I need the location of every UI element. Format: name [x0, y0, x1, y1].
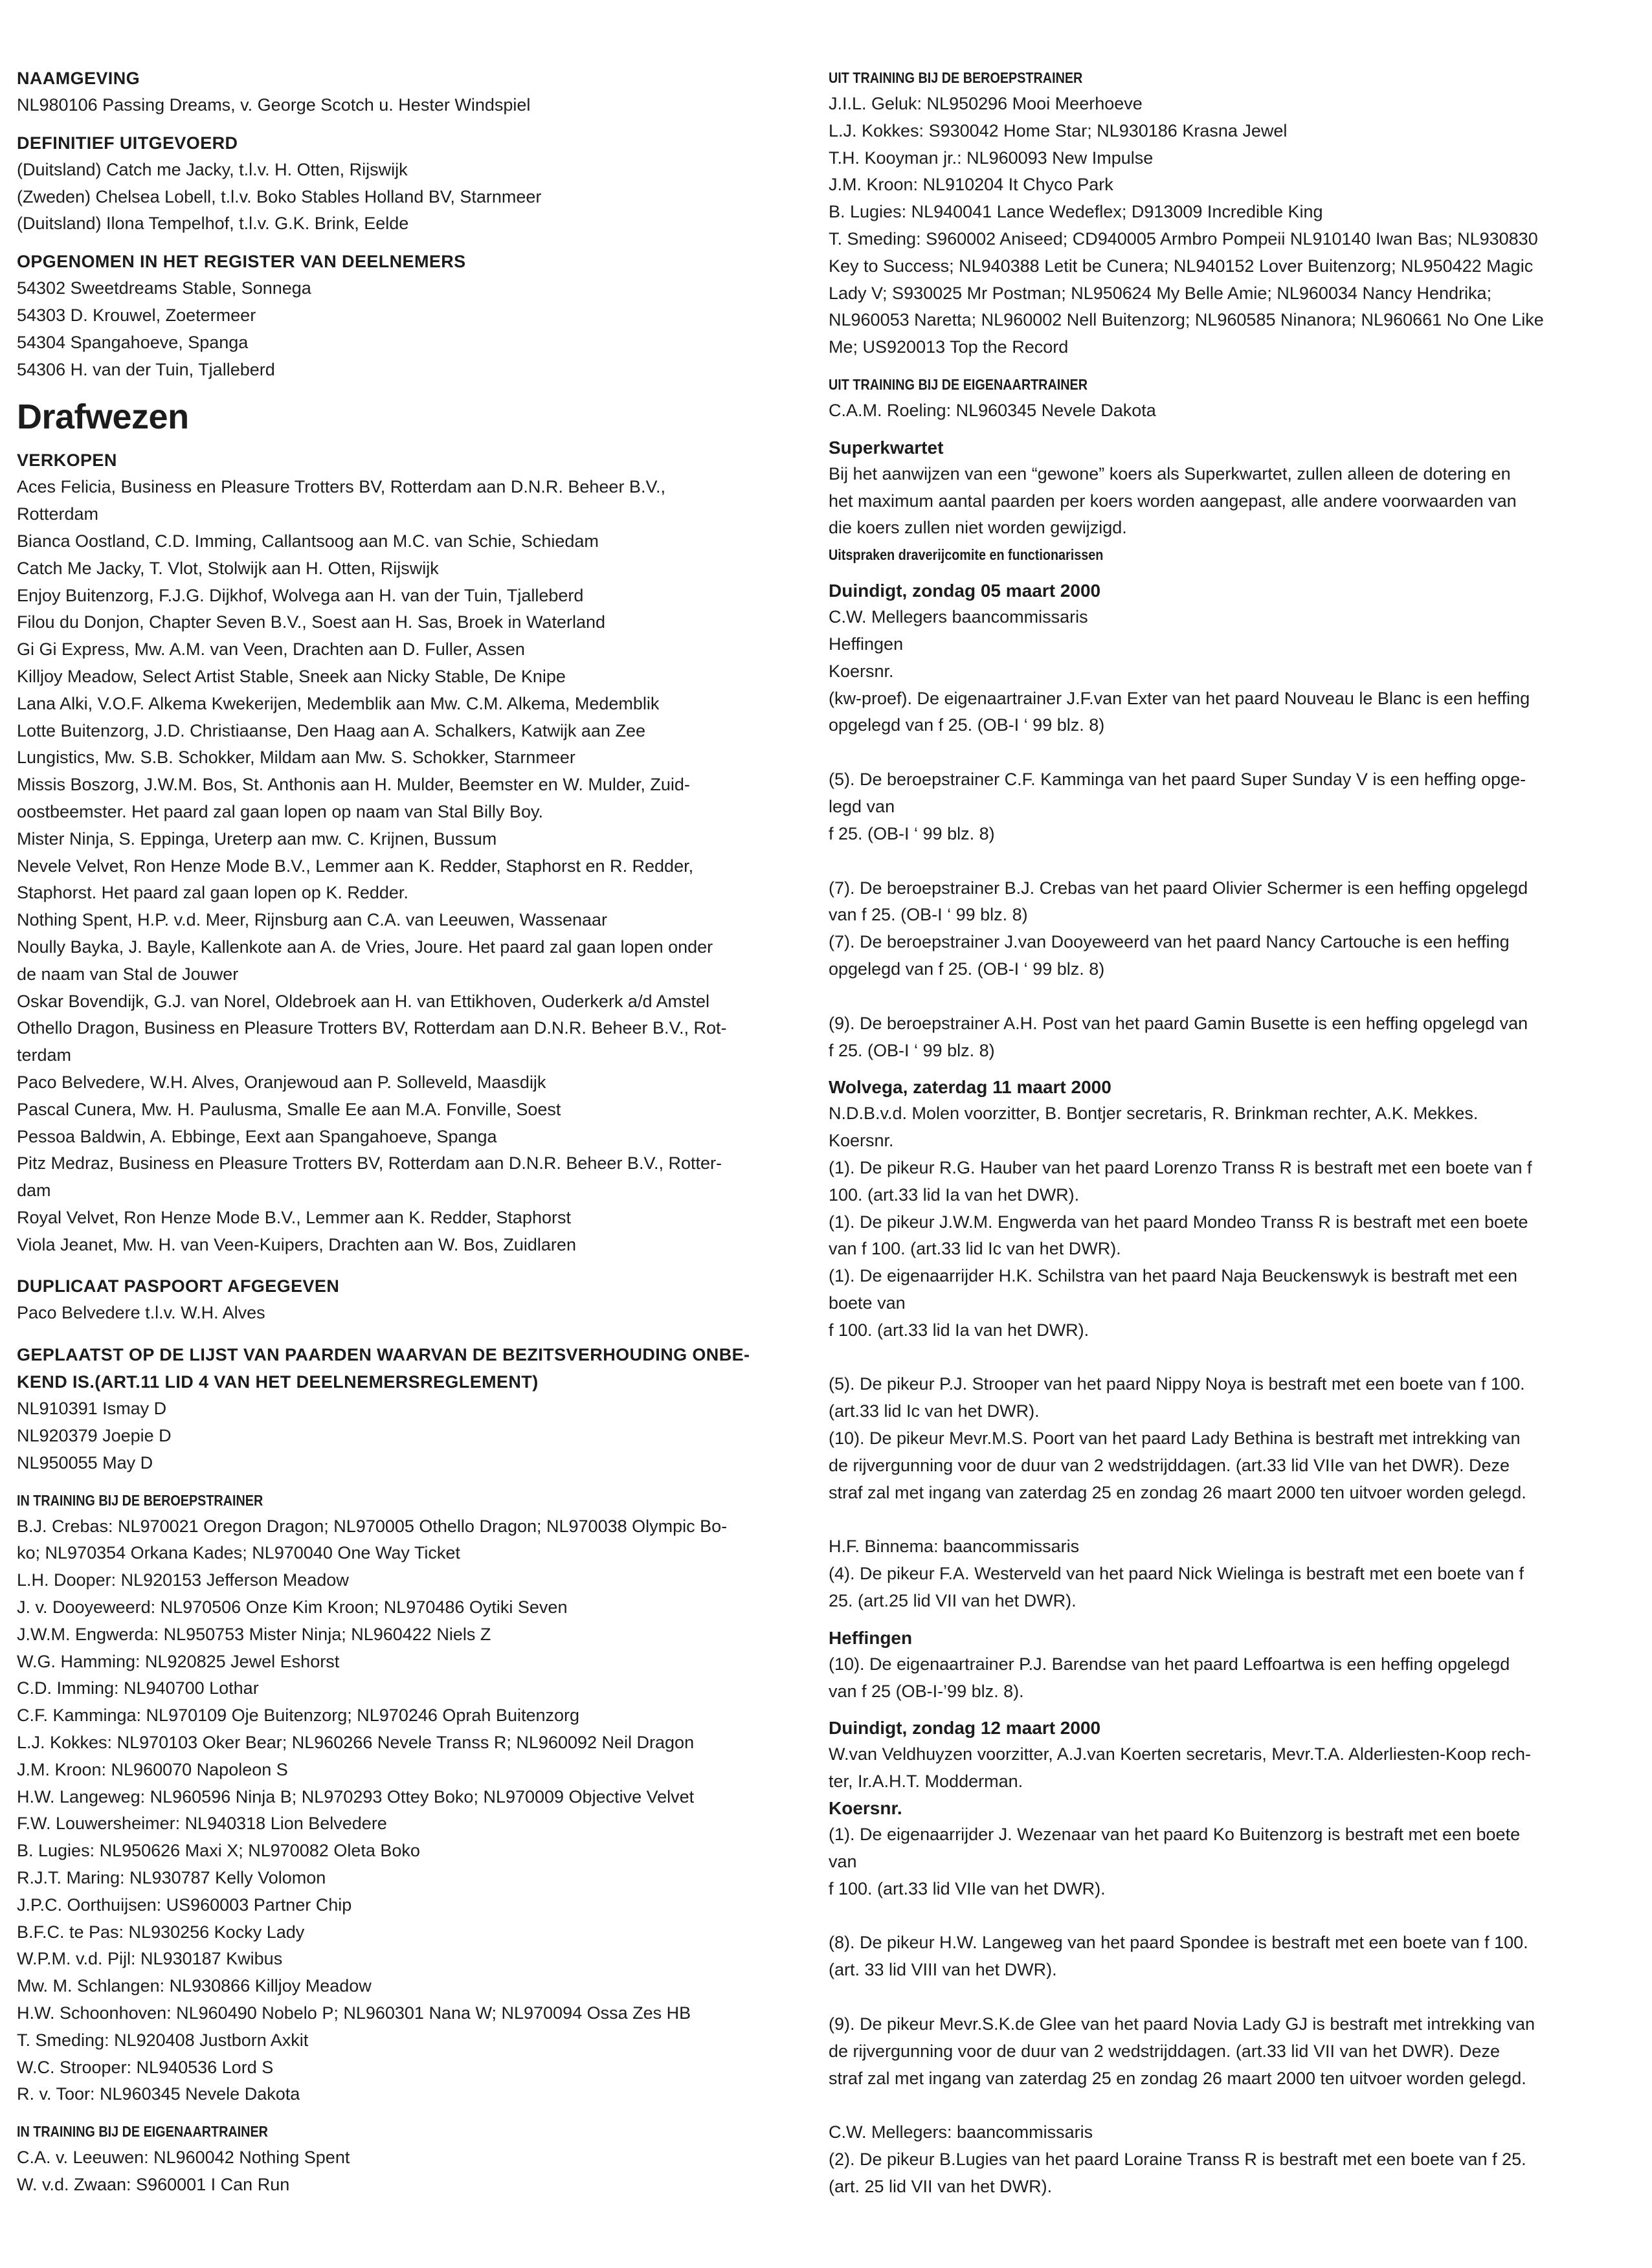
text-line: van f 100. (art.33 lid Ic van het DWR).	[829, 1239, 1121, 1259]
text-line: (Duitsland) Ilona Tempelhof, t.l.v. G.K. Brink, Eelde	[17, 214, 409, 234]
spacer	[17, 2108, 808, 2118]
section-heading: OPGENOMEN IN HET REGISTER VAN DEELNEMERS	[17, 252, 466, 272]
text-line: oostbeemster. Het paard zal gaan lopen op naam van Stal Billy Boy.	[17, 801, 543, 821]
text-line: straf zal met ingang van zaterdag 25 en zondag 26 maart 2000 ten uitvoer worden gelegd.	[829, 1482, 1526, 1502]
text-line: (1). De eigenaarrijder J. Wezenaar van het paard Ko Buitenzorg is bestraft met een boete	[829, 1825, 1521, 1845]
text-line: J. v. Dooyeweerd: NL970506 Onze Kim Kroon; NL970486 Oytiki Seven	[17, 1597, 568, 1618]
text-line: van f 25. (OB-I ‘ 99 blz. 8)	[829, 905, 1028, 925]
text-line: (2). De pikeur B.Lugies van het paard Loraine Transs R is bestraft met een boete van f 25.	[829, 2150, 1526, 2170]
text-line: Bianca Oostland, C.D. Imming, Callantsoog aan M.C. van Schie, Schiedam	[17, 531, 599, 551]
text-line: L.J. Kokkes: NL970103 Oker Bear; NL960266 Nevele Transs R; NL960092 Neil Dragon	[17, 1733, 695, 1753]
text-line: Missis Boszorg, J.W.M. Bos, St. Anthonis aan H. Mulder, Beemster en W. Mulder, Zuid-	[17, 775, 690, 795]
section-heading: GEPLAATST OP DE LIJST VAN PAARDEN WAARVAN DE BEZITSVERHOUDING ONBE-	[17, 1345, 750, 1365]
text-line: 100. (art.33 lid Ia van het DWR).	[829, 1184, 1080, 1205]
text-line: Staphorst. Het paard zal gaan lopen op K. Redder.	[17, 883, 408, 903]
text-line: Key to Success; NL940388 Letit be Cunera; NL940152 Lover Buitenzorg; NL950422 Magic	[829, 256, 1534, 276]
text-line: straf zal met ingang van zaterdag 25 en zondag 26 maart 2000 ten uitvoer worden gelegd.	[829, 2068, 1526, 2088]
text-line: Catch Me Jacky, T. Vlot, Stolwijk aan H. Otten, Rijswijk	[17, 558, 439, 578]
text-line: (art. 33 lid VIII van het DWR).	[829, 1960, 1057, 1980]
subheading: Heffingen	[829, 1627, 913, 1648]
text-line: die koers zullen niet worden gewijzigd.	[829, 518, 1127, 538]
text-line: Lana Alki, V.O.F. Alkema Kwekerijen, Medemblik aan Mw. C.M. Alkema, Medemblik	[17, 693, 660, 713]
text-line: Aces Felicia, Business en Pleasure Trotters BV, Rotterdam aan D.N.R. Beheer B.V.,	[17, 477, 665, 497]
text-line: boete van	[829, 1293, 906, 1313]
text-line: C.F. Kamminga: NL970109 Oje Buitenzorg; NL970246 Oprah Buitenzorg	[17, 1706, 580, 1726]
spacer	[17, 1477, 808, 1487]
spacer	[829, 1902, 1633, 1929]
text-line: Royal Velvet, Ron Henze Mode B.V., Lemmer aan K. Redder, Staphorst	[17, 1207, 571, 1227]
text-line: f 25. (OB-I ‘ 99 blz. 8)	[829, 1040, 995, 1060]
text-line: Mister Ninja, S. Eppinga, Ureterp aan mw. C. Krijnen, Bussum	[17, 828, 497, 849]
text-line: Gi Gi Express, Mw. A.M. van Veen, Drachten aan D. Fuller, Assen	[17, 639, 525, 660]
subsection-heading: Uitspraken draverijcomite en functionarissen	[829, 546, 1104, 564]
text-line: Nothing Spent, H.P. v.d. Meer, Rijnsburg aan C.A. van Leeuwen, Wassenaar	[17, 910, 608, 930]
text-line: Filou du Donjon, Chapter Seven B.V., Soest aan H. Sas, Broek in Waterland	[17, 612, 606, 632]
text-line: de rijvergunning voor de duur van 2 wedstrijddagen. (art.33 lid VII van het DWR). Deze	[829, 2041, 1501, 2061]
spacer	[829, 568, 1633, 578]
text-line: NL980106 Passing Dreams, v. George Scotch u. Hester Windspiel	[17, 95, 531, 115]
spacer	[17, 1327, 808, 1341]
text-line: J.P.C. Oorthuijsen: US960003 Partner Chip	[17, 1895, 352, 1915]
text-line: H.W. Langeweg: NL960596 Ninja B; NL970293 Ottey Boko; NL970009 Objective Velvet	[17, 1786, 695, 1807]
text-line: NL910391 Ismay D	[17, 1399, 167, 1419]
text-line: C.A.M. Roeling: NL960345 Nevele Dakota	[829, 400, 1156, 420]
text-line: J.M. Kroon: NL910204 It Chyco Park	[829, 175, 1113, 195]
text-line: ter, Ir.A.H.T. Modderman.	[829, 1772, 1023, 1792]
spacer	[829, 739, 1633, 766]
subheading: Duindigt, zondag 05 maart 2000	[829, 581, 1101, 601]
text-line: Killjoy Meadow, Select Artist Stable, Sneek aan Nicky Stable, De Knipe	[17, 666, 566, 686]
text-line: W.P.M. v.d. Pijl: NL930187 Kwibus	[17, 1949, 283, 1969]
text-line: (7). De beroepstrainer J.van Dooyeweerd van het paard Nancy Cartouche is een heffing	[829, 932, 1510, 952]
text-line: Pessoa Baldwin, A. Ebbinge, Eext aan Spangahoeve, Spanga	[17, 1126, 497, 1146]
page-title: Drafwezen	[17, 397, 189, 437]
section-heading: NAAMGEVING	[17, 69, 140, 88]
text-line: (7). De beroepstrainer B.J. Crebas van het paard Olivier Schermer is een heffing opgelegd	[829, 878, 1528, 898]
spacer	[17, 238, 808, 248]
spacer	[829, 1506, 1633, 1533]
text-line: (5). De pikeur P.J. Strooper van het paard Nippy Noya is bestraft met een boete van f 100.	[829, 1374, 1525, 1394]
text-line: (1). De pikeur J.W.M. Engwerda van het paard Mondeo Transs R is bestraft met een boete	[829, 1212, 1528, 1232]
text-line: T. Smeding: S960002 Aniseed; CD940005 Armbro Pompeii NL910140 Iwan Bas; NL930830	[829, 228, 1538, 249]
text-line: C.W. Mellegers: baancommissaris	[829, 2122, 1093, 2142]
text-line: opgelegd van f 25. (OB-I ‘ 99 blz. 8)	[829, 959, 1105, 979]
text-line: Rotterdam	[17, 504, 99, 524]
text-line: Enjoy Buitenzorg, F.J.G. Dijkhof, Wolvega aan H. van der Tuin, Tjalleberd	[17, 585, 584, 605]
text-line: Lady V; S930025 Mr Postman; NL950624 My Belle Amie; NL960034 Nancy Hendrika;	[829, 283, 1492, 303]
text-line: Koersnr.	[829, 661, 894, 681]
text-line: Oskar Bovendijk, G.J. van Norel, Oldebroek aan H. van Ettikhoven, Ouderkerk a/d Amstel	[17, 991, 709, 1011]
text-line: Paco Belvedere t.l.v. W.H. Alves	[17, 1303, 265, 1323]
subsection-heading: IN TRAINING BIJ DE BEROEPSTRAINER	[17, 1491, 263, 1509]
spacer	[829, 425, 1633, 435]
text-line: de rijvergunning voor de duur van 2 wedstrijddagen. (art.33 lid VIIe van het DWR). Deze	[829, 1455, 1510, 1475]
text-line: (1). De eigenaarrijder H.K. Schilstra van het paard Naja Beuckenswyk is bestraft met een	[829, 1266, 1517, 1286]
text-line: het maximum aantal paarden per koers worden aangepast, alle andere voorwaarden van	[829, 491, 1517, 511]
text-line: Paco Belvedere, W.H. Alves, Oranjewoud aan P. Solleveld, Maasdijk	[17, 1072, 546, 1092]
text-line: f 100. (art.33 lid Ia van het DWR).	[829, 1320, 1089, 1340]
text-line: opgelegd van f 25. (OB-I ‘ 99 blz. 8)	[829, 715, 1105, 735]
spacer	[829, 1984, 1633, 2011]
text-line: 54302 Sweetdreams Stable, Sonnega	[17, 278, 311, 298]
text-line: Lungistics, Mw. S.B. Schokker, Mildam aan Mw. S. Schokker, Starnmeer	[17, 748, 575, 768]
text-line: N.D.B.v.d. Molen voorzitter, B. Bontjer secretaris, R. Brinkman rechter, A.K. Mekkes.	[829, 1104, 1479, 1124]
text-line: NL960053 Naretta; NL960002 Nell Buitenzorg; NL960585 Ninanora; NL960661 No One Like	[829, 310, 1544, 330]
text-line: f 25. (OB-I ‘ 99 blz. 8)	[829, 823, 995, 843]
spacer	[829, 2092, 1633, 2119]
text-line: (8). De pikeur H.W. Langeweg van het paard Spondee is bestraft met een boete van f 100.	[829, 1933, 1528, 1953]
text-line: (kw-proef). De eigenaartrainer J.F.van Exter van het paard Nouveau le Blanc is een heffing	[829, 688, 1530, 708]
text-line: T. Smeding: NL920408 Justborn Axkit	[17, 2030, 309, 2050]
text-line: Noully Bayka, J. Bayle, Kallenkote aan A. de Vries, Joure. Het paard zal gaan lopen onder	[17, 937, 713, 957]
section-heading: DUPLICAAT PASPOORT AFGEGEVEN	[17, 1276, 340, 1296]
spacer	[829, 1064, 1633, 1074]
text-line: (Zweden) Chelsea Lobell, t.l.v. Boko Stables Holland BV, Starnmeer	[17, 186, 542, 206]
subsection-heading: UIT TRAINING BIJ DE BEROEPSTRAINER	[829, 69, 1083, 86]
text-line: Bij het aanwijzen van een “gewone” koers als Superkwartet, zullen alleen de dotering en	[829, 463, 1511, 484]
section-heading: DEFINITIEF UITGEVOERD	[17, 133, 238, 153]
text-line: Othello Dragon, Business en Pleasure Trotters BV, Rotterdam aan D.N.R. Beheer B.V., Rot-	[17, 1018, 727, 1038]
spacer	[829, 983, 1633, 1010]
text-line: J.I.L. Geluk: NL950296 Mooi Meerhoeve	[829, 94, 1143, 113]
text-line: Heffingen	[829, 634, 904, 654]
section-heading: KEND IS.(ART.11 LID 4 VAN HET DEELNEMERSREGLEMENT)	[17, 1372, 539, 1392]
text-line: H.W. Schoonhoven: NL960490 Nobelo P; NL960301 Nana W; NL970094 Ossa Zes HB	[17, 2003, 691, 2023]
left-column	[17, 65, 808, 2199]
text-line: terdam	[17, 1045, 72, 1065]
text-line: W.C. Strooper: NL940536 Lord S	[17, 2057, 274, 2077]
text-line: 54304 Spangahoeve, Spanga	[17, 332, 249, 352]
text-line: Lotte Buitenzorg, J.D. Christiaanse, Den Haag aan A. Schalkers, Katwijk aan Zee	[17, 720, 646, 740]
text-line: dam	[17, 1181, 51, 1201]
text-line: R. v. Toor: NL960345 Nevele Dakota	[17, 2084, 300, 2104]
text-line: Nevele Velvet, Ron Henze Mode B.V., Lemmer aan K. Redder, Staphorst en R. Redder,	[17, 856, 694, 876]
text-line: J.M. Kroon: NL960070 Napoleon S	[17, 1759, 288, 1779]
text-line: NL920379 Joepie D	[17, 1426, 172, 1446]
text-line: B. Lugies: NL950626 Maxi X; NL970082 Oleta Boko	[17, 1841, 420, 1861]
text-line: T.H. Kooyman jr.: NL960093 New Impulse	[829, 148, 1154, 168]
text-line: H.F. Binnema: baancommissaris	[829, 1537, 1080, 1557]
text-line: 54303 D. Krouwel, Zoetermeer	[17, 305, 256, 325]
text-line: ko; NL970354 Orkana Kades; NL970040 One Way Ticket	[17, 1543, 460, 1563]
text-line: J.W.M. Engwerda: NL950753 Mister Ninja; NL960422 Niels Z	[17, 1624, 491, 1644]
text-line: L.H. Dooper: NL920153 Jefferson Meadow	[17, 1570, 349, 1590]
text-line: (1). De pikeur R.G. Hauber van het paard Lorenzo Transs R is bestraft met een boete van f	[829, 1157, 1532, 1177]
text-line: W. v.d. Zwaan: S960001 I Can Run	[17, 2175, 290, 2194]
text-line: f 100. (art.33 lid VIIe van het DWR).	[829, 1878, 1106, 1898]
text-line: C.W. Mellegers baancommissaris	[829, 607, 1088, 627]
text-line: (9). De pikeur Mevr.S.K.de Glee van het paard Novia Lady GJ is bestraft met intrekking van	[829, 2014, 1535, 2034]
text-line: (4). De pikeur F.A. Westerveld van het paard Nick Wielinga is bestraft met een boete van f	[829, 1564, 1524, 1584]
text-line: W.van Veldhuyzen voorzitter, A.J.van Koerten secretaris, Mevr.T.A. Alderliesten-Koop rech-	[829, 1744, 1532, 1764]
text-line: W.G. Hamming: NL920825 Jewel Eshorst	[17, 1651, 340, 1671]
text-line: C.A. v. Leeuwen: NL960042 Nothing Spent	[17, 2148, 350, 2168]
text-line: legd van	[829, 796, 895, 816]
text-line: F.W. Louwersheimer: NL940318 Lion Belvedere	[17, 1814, 387, 1834]
spacer	[829, 1615, 1633, 1625]
subheading: Wolvega, zaterdag 11 maart 2000	[829, 1077, 1111, 1098]
text-line: B.F.C. te Pas: NL930256 Kocky Lady	[17, 1922, 305, 1942]
text-line: van f 25 (OB-I-’99 blz. 8).	[829, 1681, 1024, 1701]
subsection-heading: IN TRAINING BIJ DE EIGENAARTRAINER	[17, 2123, 268, 2140]
spacer	[829, 848, 1633, 875]
text-line: L.J. Kokkes: S930042 Home Star; NL930186 Krasna Jewel	[829, 120, 1288, 140]
spacer	[829, 361, 1633, 372]
text-line: (Duitsland) Catch me Jacky, t.l.v. H. Otten, Rijswijk	[17, 159, 408, 179]
text-line: (art.33 lid Ic van het DWR).	[829, 1401, 1040, 1421]
spacer	[17, 119, 808, 129]
subsection-heading: UIT TRAINING BIJ DE EIGENAARTRAINER	[829, 375, 1088, 393]
text-line: B.J. Crebas: NL970021 Oregon Dragon; NL970005 Othello Dragon; NL970038 Olympic Bo-	[17, 1516, 728, 1536]
spacer	[829, 1705, 1633, 1715]
section-heading: VERKOPEN	[17, 450, 117, 471]
subheading: Duindigt, zondag 12 maart 2000	[829, 1718, 1101, 1739]
text-line: Viola Jeanet, Mw. H. van Veen-Kuipers, Drachten aan W. Bos, Zuidlaren	[17, 1234, 576, 1254]
text-line: Koersnr.	[829, 1131, 894, 1151]
text-line: van	[829, 1851, 857, 1871]
text-line: (art. 25 lid VII van het DWR).	[829, 2177, 1053, 2197]
text-line: 54306 H. van der Tuin, Tjalleberd	[17, 359, 275, 379]
spacer	[17, 1258, 808, 1273]
subheading: Superkwartet	[829, 437, 944, 458]
text-line: Me; US920013 Top the Record	[829, 337, 1069, 357]
text-line: (10). De pikeur Mevr.M.S. Poort van het paard Lady Bethina is bestraft met intrekking van	[829, 1429, 1521, 1449]
text-line: Pitz Medraz, Business en Pleasure Trotters BV, Rotterdam aan D.N.R. Beheer B.V., Rotter-	[17, 1153, 722, 1173]
text-line: 25. (art.25 lid VII van het DWR).	[829, 1591, 1077, 1611]
text-line: Mw. M. Schlangen: NL930866 Killjoy Meadow	[17, 1976, 372, 1996]
text-line: (10). De eigenaartrainer P.J. Barendse van het paard Leffoartwa is een heffing opgelegd	[829, 1654, 1510, 1674]
text-line: Pascal Cunera, Mw. H. Paulusma, Smalle Ee aan M.A. Fonville, Soest	[17, 1099, 561, 1119]
spacer	[829, 1344, 1633, 1371]
subheading: Koersnr.	[829, 1798, 902, 1819]
text-line: (5). De beroepstrainer C.F. Kamminga van het paard Super Sunday V is een heffing opge-	[829, 770, 1526, 790]
text-line: (9). De beroepstrainer A.H. Post van het paard Gamin Busette is een heffing opgelegd van	[829, 1013, 1528, 1033]
text-line: R.J.T. Maring: NL930787 Kelly Volomon	[17, 1868, 326, 1888]
text-line: de naam van Stal de Jouwer	[17, 964, 239, 984]
text-line: NL950055 May D	[17, 1452, 153, 1473]
text-line: B. Lugies: NL940041 Lance Wedeflex; D913009 Incredible King	[829, 202, 1323, 222]
text-line: C.D. Imming: NL940700 Lothar	[17, 1678, 259, 1698]
right-column	[829, 65, 1633, 2201]
